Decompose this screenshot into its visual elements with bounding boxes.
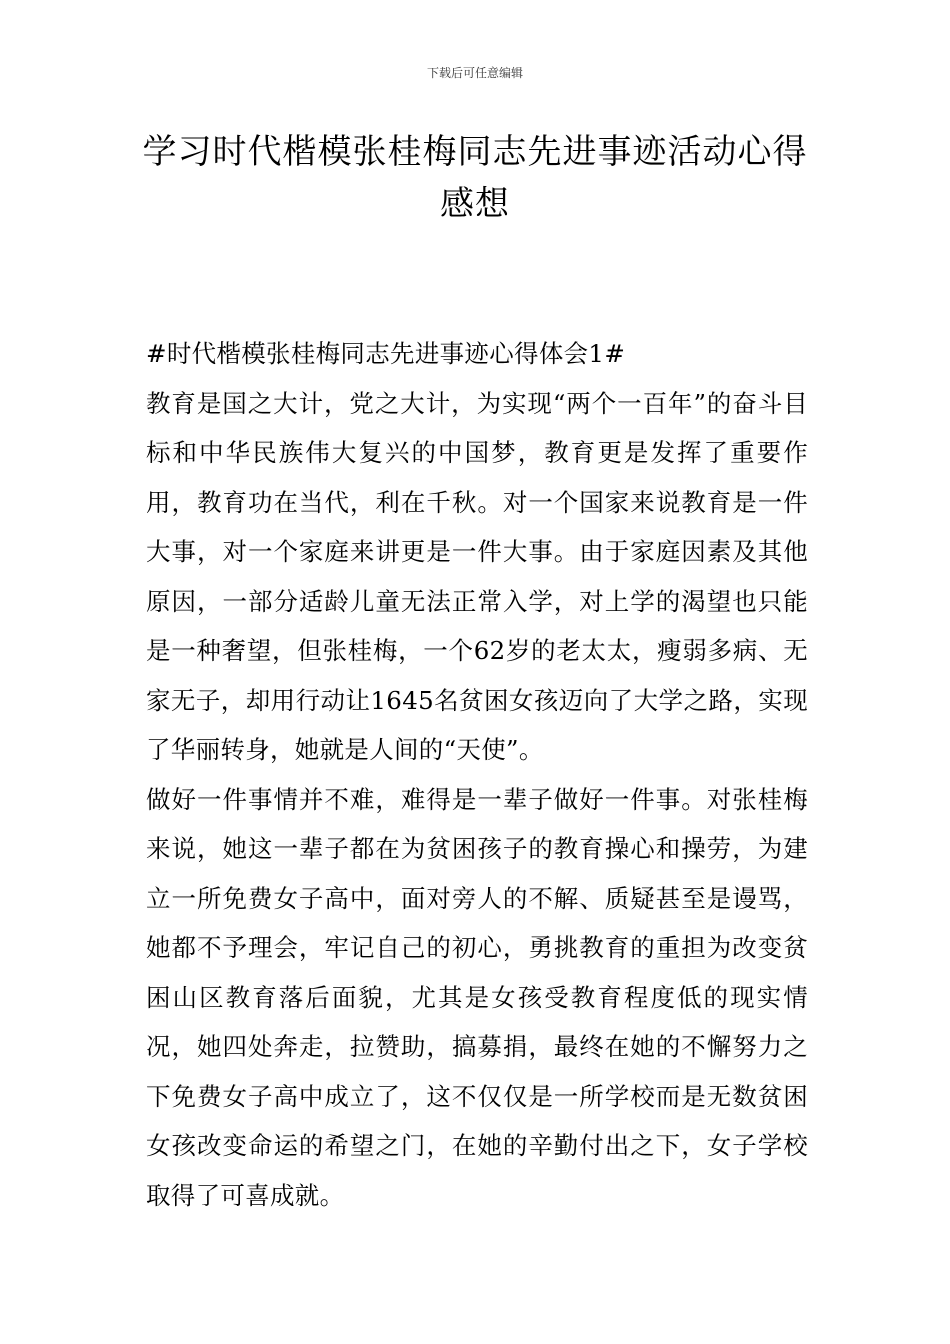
section-heading: #时代楷模张桂梅同志先进事迹心得体会1# xyxy=(146,339,626,368)
document-title: 学习时代楷模张桂梅同志先进事迹活动心得感想 xyxy=(142,132,808,224)
paragraph-1: 教育是国之大计，党之大计，为实现“两个一百年”的奋斗目标和中华民族伟大复兴的中国梦，教育更是发挥了重要作用，教育功在当代，利在千秋。对一个国家来说教育是一件大事，对一个家庭来讲更是一件大事。由于家庭因素及其他原因，一部分适龄儿童无法正常入学，对上学的渴望也只能是一种奢望，但张桂梅，一个62岁的老太太，瘦弱多病、无家无子，却用行动让1645名贫困女孩迈向了大学之路，实现了华丽转身，她就是人间的“天使”。 xyxy=(146,388,808,764)
header-note: 下载后可任意编辑 xyxy=(426,66,523,80)
paragraph-2: 做好一件事情并不难，难得是一辈子做好一件事。对张桂梅来说，她这一辈子都在为贫困孩子的教育操心和操劳，为建立一所免费女子高中，面对旁人的不解、质疑甚至是谩骂，她都不予理会，牢记自己的初心，勇挑教育的重担为改变贫困山区教育落后面貌，尤其是女孩受教育程度低的现实情况，她四处奔走，拉赞助，搞募捐，最终在她的不懈努力之下免费女子高中成立了，这不仅仅是一所学校而是无数贫困女孩改变命运的希望之门，在她的辛勤付出之下，女子学校取得了可喜成就。 xyxy=(146,784,808,1210)
document-body xyxy=(146,329,808,1220)
